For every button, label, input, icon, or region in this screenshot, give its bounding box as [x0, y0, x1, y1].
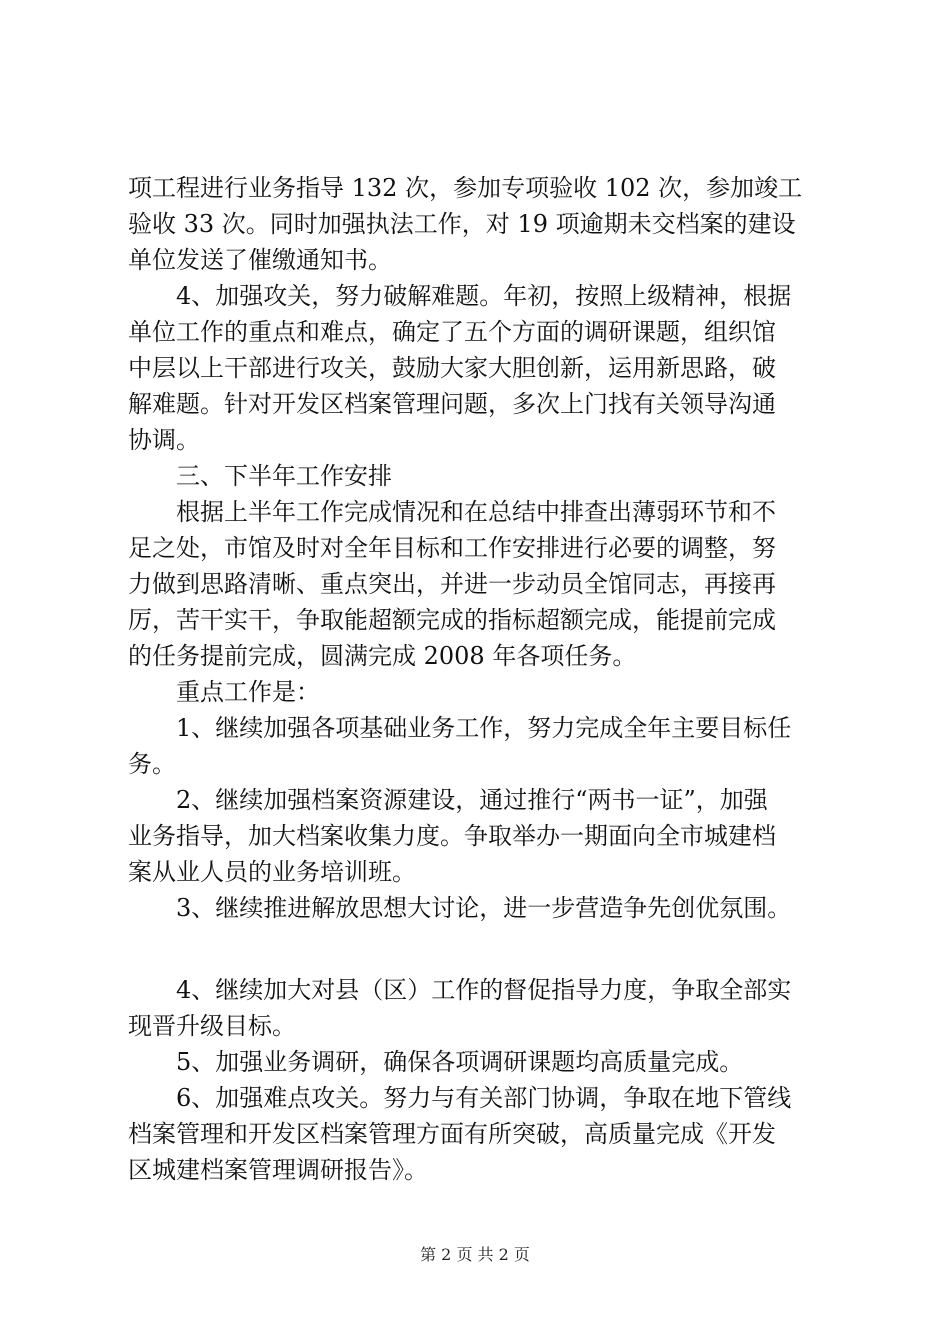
text-line: 中层以上干部进行攻关，鼓励大家大胆创新，运用新思路，破 [128, 354, 776, 382]
list-item: 6、加强难点攻关。努力与有关部门协调，争取在地下管线 [176, 1084, 792, 1112]
text-line: 务。 [128, 750, 176, 778]
text-line: 的任务提前完成，圆满完成 2008 年各项任务。 [128, 642, 637, 670]
text-line: 厉，苦干实干，争取能超额完成的指标超额完成，能提前完成 [128, 606, 776, 634]
list-item: 3、继续推进解放思想大讨论，进一步营造争先创优氛围。 [176, 894, 792, 922]
list-item: 2、继续加强档案资源建设，通过推行“两书一证”，加强 [176, 786, 768, 814]
text-line: 解难题。针对开发区档案管理问题，多次上门找有关领导沟通 [128, 390, 776, 418]
page-footer: 第 2 页 共 2 页 [420, 1245, 530, 1264]
text-line: 区城建档案管理调研报告》。 [128, 1156, 428, 1184]
text-line: 4、加强攻关，努力破解难题。年初，按照上级精神，根据 [176, 282, 792, 310]
text-line: 力做到思路清晰、重点突出，并进一步动员全馆同志，再接再 [128, 570, 776, 598]
text-line: 根据上半年工作完成情况和在总结中排查出薄弱环节和不 [176, 498, 776, 526]
text-line: 重点工作是： [176, 678, 320, 706]
text-line: 足之处，市馆及时对全年目标和工作安排进行必要的调整，努 [128, 534, 776, 562]
text-line: 档案管理和开发区档案管理方面有所突破，高质量完成《开发 [128, 1120, 776, 1148]
document-body [128, 170, 828, 1188]
text-line: 项工程进行业务指导 132 次，参加专项验收 102 次，参加竣工 [128, 174, 803, 202]
list-item: 5、加强业务调研，确保各项调研课题均高质量完成。 [176, 1048, 744, 1076]
list-item: 4、继续加大对县（区）工作的督促指导力度，争取全部实 [176, 976, 792, 1004]
text-line: 验收 33 次。同时加强执法工作，对 19 项逾期未交档案的建设 [128, 210, 796, 238]
text-line: 协调。 [128, 426, 200, 454]
text-line: 单位工作的重点和难点，确定了五个方面的调研课题，组织馆 [128, 318, 776, 346]
text-line: 业务指导，加大档案收集力度。争取举办一期面向全市城建档 [128, 822, 776, 850]
paragraph-gap [128, 926, 828, 972]
section-heading: 三、下半年工作安排 [176, 462, 392, 490]
text-line: 现晋升级目标。 [128, 1012, 296, 1040]
list-item: 1、继续加强各项基础业务工作，努力完成全年主要目标任 [176, 714, 792, 742]
text-line: 案从业人员的业务培训班。 [128, 858, 416, 886]
text-line: 单位发送了催缴通知书。 [128, 246, 392, 274]
